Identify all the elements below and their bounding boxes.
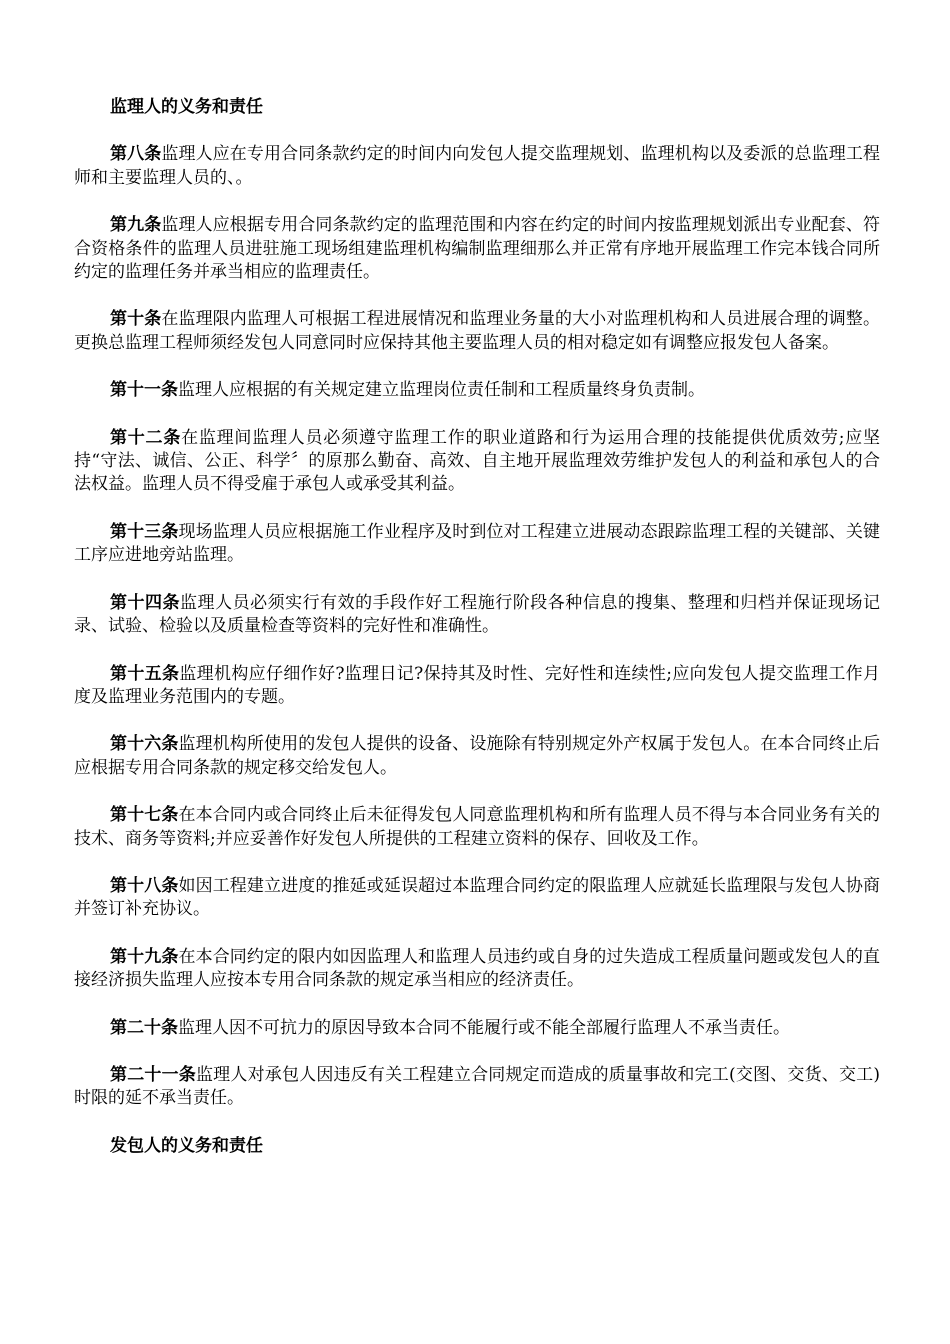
article-number: 第二十一条 [110, 1064, 196, 1085]
article-paragraph [74, 379, 880, 402]
article-text: 在本合同内或合同终止后未征得发包人同意监理机构和所有监理人员不得与本合同业务有关的技术、商务等资料;并应妥善作好发包人所提供的工程建立资料的保存、回收及工作。 [74, 805, 881, 849]
article-paragraph [74, 521, 880, 568]
article-paragraph [74, 214, 880, 284]
article-number: 第十四条 [110, 592, 181, 613]
article-paragraph [74, 1064, 880, 1111]
article-number: 第十一条 [110, 380, 178, 401]
article-text: 监理人应根据专用合同条款约定的监理范围和内容在约定的时间内按监理规划派出专业配套、符合资格条件的监理人员进驻施工现场组建监理机构编制监理细那么并正常有序地开展监理工作完本钱合同所约定的监理任务并承当相应的监理责任。 [74, 215, 881, 283]
article-number: 第十条 [110, 309, 162, 330]
section-heading-supervisor: 监理人的义务和责任 [110, 97, 263, 117]
article-paragraph [74, 143, 880, 190]
article-paragraph [74, 427, 880, 497]
section-heading-employer: 发包人的义务和责任 [110, 1135, 263, 1156]
article-text: 监理人员必须实行有效的手段作好工程施行阶段各种信息的搜集、整理和归档并保证现场记录、试验、检验以及质量检查等资料的完好性和准确性。 [74, 592, 880, 637]
article-text: 监理人应在专用合同条款约定的时间内向发包人提交监理规划、监理机构以及委派的总监理工程师和主要监理人员的、。 [74, 144, 881, 188]
article-text: 监理人应根据的有关规定建立监理岗位责任制和工程质量终身负责制。 [178, 380, 705, 401]
article-paragraph [74, 875, 880, 922]
article-text: 在本合同约定的限内如因监理人和监理人员违约或自身的过失造成工程质量问题或发包人的直接经济损失监理人应按本专用合同条款的规定承当相应的经济责任。 [74, 946, 881, 991]
article-text: 监理机构应仔细作好?监理日记?保持其及时性、完好性和连续性;应向发包人提交监理工作月度及监理业务范围内的专题。 [74, 663, 880, 707]
article-paragraph [74, 663, 880, 710]
article-number: 第二十条 [110, 1017, 178, 1038]
article-number: 第九条 [110, 215, 162, 236]
article-paragraph [74, 308, 880, 355]
document-page [74, 96, 880, 1158]
article-number: 第十六条 [110, 734, 179, 755]
article-text: 监理人对承包人因违反有关工程建立合同规定而造成的质量事故和完工(交图、交货、交工)时限的延不承当责任。 [74, 1064, 881, 1109]
article-paragraph [74, 804, 880, 851]
article-paragraph [74, 1017, 880, 1040]
article-paragraph [74, 946, 880, 993]
article-text: 在监理间监理人员必须遵守监理工作的职业道路和行为运用合理的技能提供优质效劳;应坚持“守法、诚信、公正、科学〞的原那么勤奋、高效、自主地开展监理效劳维护发包人的利益和承包人的合法权益。监理人员不得受雇于承包人或承受其利益。 [74, 427, 881, 495]
article-number: 第十二条 [110, 427, 182, 448]
article-number: 第十七条 [110, 805, 179, 826]
article-paragraph [74, 733, 880, 780]
article-text: 监理人因不可抗力的原因导致本合同不能履行或不能全部履行监理人不承当责任。 [178, 1017, 790, 1038]
article-paragraph [74, 592, 880, 639]
article-number: 第十三条 [110, 521, 179, 542]
article-number: 第十五条 [110, 663, 180, 684]
article-text: 在监理限内监理人可根据工程进展情况和监理业务量的大小对监理机构和人员进展合理的调整。更换总监理工程师须经发包人同意同时应保持其他主要监理人员的相对稳定如有调整应报发包人备案。 [74, 309, 881, 353]
article-number: 第八条 [110, 144, 162, 165]
article-text: 监理机构所使用的发包人提供的设备、设施除有特别规定外产权属于发包人。在本合同终止后应根据专用合同条款的规定移交给发包人。 [74, 734, 881, 778]
article-number: 第十九条 [110, 946, 179, 967]
article-number: 第十八条 [110, 875, 179, 896]
article-text: 如因工程建立进度的推延或延误超过本监理合同约定的限监理人应就延长监理限与发包人协商并签订补充协议。 [74, 875, 881, 920]
article-text: 现场监理人员应根据施工作业程序及时到位对工程建立进展动态跟踪监理工程的关键部、关键工序应进地旁站监理。 [74, 521, 881, 566]
